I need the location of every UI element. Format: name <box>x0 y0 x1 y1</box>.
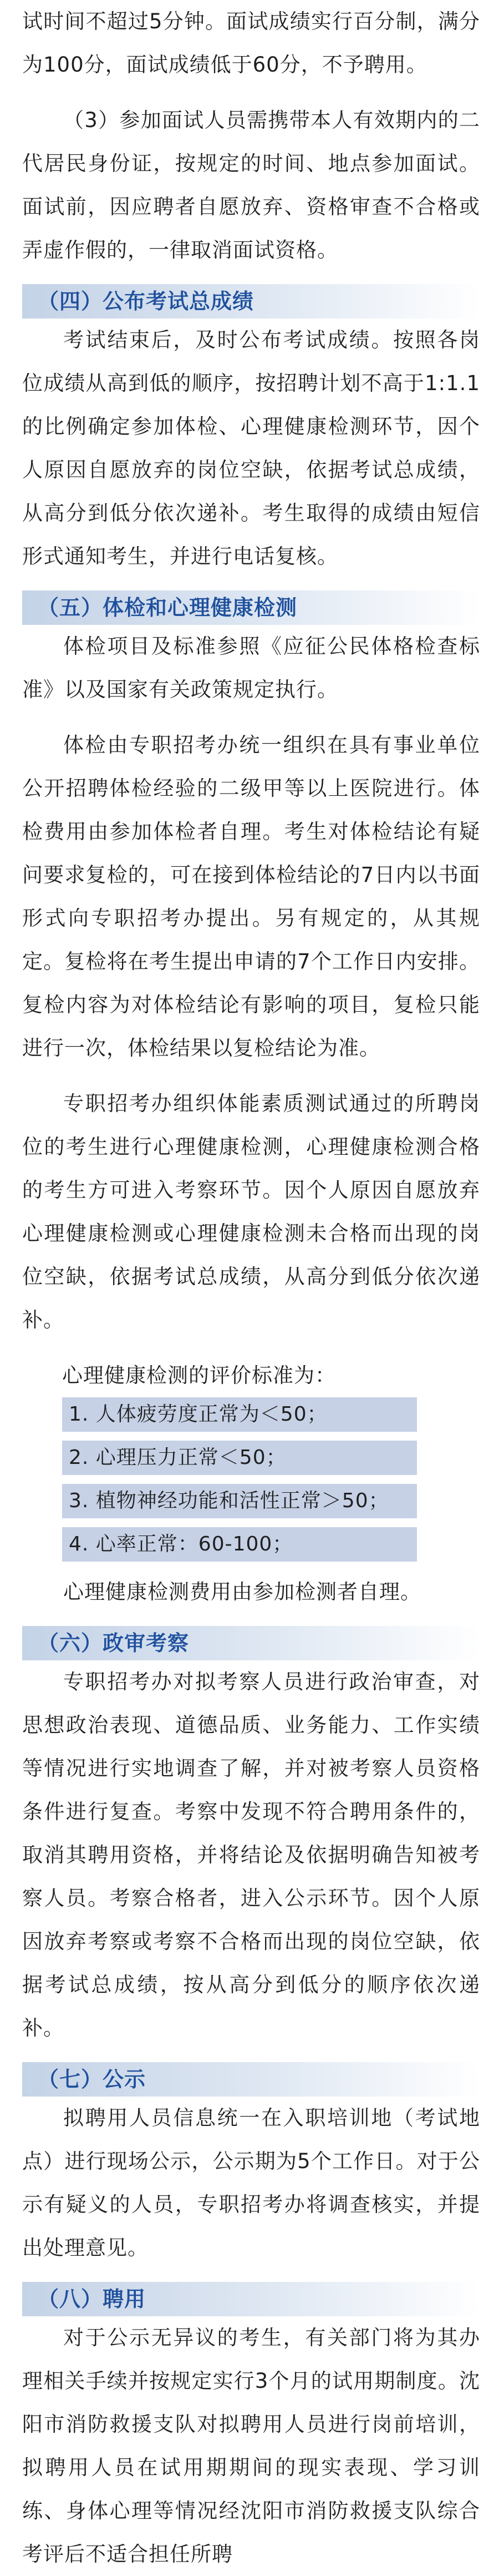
criteria-item-stress: 2. 心理压力正常＜50； <box>62 1441 417 1475</box>
paragraph-publicity: 拟聘用人员信息统一在入职培训地（考试地点）进行现场公示，公示期为5个工作日。对于公示有疑义的人员，专职招考办将调查核实，并提出处理意见。 <box>22 2106 480 2260</box>
criteria-item-row <box>22 1484 480 1527</box>
criteria-item-row <box>22 1441 480 1484</box>
criteria-item-fatigue: 1. 人体疲劳度正常为＜50； <box>62 1397 417 1432</box>
criteria-label: 心理健康检测的评价标准为： <box>62 1363 336 1387</box>
section-heading-total-scores: （四）公布考试总成绩 <box>22 284 480 319</box>
section-heading-health-check: （五）体检和心理健康检测 <box>22 590 480 625</box>
paragraph-psych-fee: 心理健康检测费用由参加检测者自理。 <box>63 1580 421 1604</box>
paragraph-employment: 对于公示无异议的考生，有关部门将为其办理相关手续并按规定实行3个月的试用期制度。沈阳市消防救援支队对拟聘用人员进行岗前培训，拟聘用人员在试用期期间的现实表现、学习训练、身体心理等情况经沈阳市消防救援支队综合考评后不适合担任所聘 <box>22 2326 480 2566</box>
spacer <box>22 2050 480 2062</box>
spacer <box>22 87 480 99</box>
spacer <box>22 711 480 724</box>
section-heading-employment: （八）聘用 <box>22 2282 480 2316</box>
section-heading-political-review: （六）政审考察 <box>22 1626 480 1660</box>
criteria-item-nerve: 3. 植物神经功能和活性正常＞50； <box>62 1484 417 1518</box>
section-heading-publicity: （七）公示 <box>22 2062 480 2097</box>
spacer <box>22 1614 480 1626</box>
paragraph-psych-test: 专职招考办组织体能素质测试通过的所聘岗位的考生进行心理健康检测，心理健康检测合格的考生方可进入考察环节。因个人原因自愿放弃心理健康检测或心理健康检测未合格而出现的岗位空缺，依据考试总成绩，从高分到低分依次递补。 <box>22 1092 480 1332</box>
criteria-item-heart-rate: 4. 心率正常：60-100； <box>62 1527 417 1562</box>
criteria-item-row <box>22 1527 480 1570</box>
paragraph-total-scores: 考试结束后，及时公布考试成绩。按照各岗位成绩从高到低的顺序，按招聘计划不高于1:1.1的比例确定参加体检、心理健康检测环节，因个人原因自愿放弃的岗位空缺，依据考试总成绩，从高分到低分依次递补。考生取得的成绩由短信形式通知考生，并进行电话复核。 <box>22 328 480 568</box>
paragraph-political-review: 专职招考办对拟考察人员进行政治审查，对思想政治表现、道德品质、业务能力、工作实绩等情况进行实地调查了解，并对被考察人员资格条件进行复查。考察中发现不符合聘用条件的，取消其聘用资格，并将结论及依据明确告知被考察人员。考察合格者，进入公示环节。因个人原因放弃考察或考察不合格而出现的岗位空缺，依据考试总成绩，按从高分到低分的顺序依次递补。 <box>22 1670 480 2040</box>
paragraph-interview-duration: 试时间不超过5分钟。面试成绩实行百分制，满分为100分，面试成绩低于60分，不予聘用。 <box>22 9 480 77</box>
criteria-item-row <box>22 1397 480 1441</box>
paragraph-interview-requirements: （3）参加面试人员需携带本人有效期内的二代居民身份证，按规定的时间、地点参加面试。面试前，因应聘者自愿放弃、资格审查不合格或弄虚作假的，一律取消面试资格。 <box>22 108 480 262</box>
paragraph-health-standard: 体检项目及标准参照《应征公民体格检查标准》以及国家有关政策规定执行。 <box>22 634 480 701</box>
paragraph-health-procedure: 体检由专职招考办统一组织在具有事业单位公开招聘体检经验的二级甲等以上医院进行。体检费用由参加体检者自理。考生对体检结论有疑问要求复检的，可在接到体检结论的7日内以书面形式向专职招考办提出。另有规定的，从其规定。复检将在考生提出申请的7个工作日内安排。复检内容为对体检结论有影响的项目，复检只能进行一次，体检结果以复检结论为准。 <box>22 733 480 1060</box>
spacer <box>22 1342 480 1354</box>
spacer <box>22 272 480 284</box>
spacer <box>22 2270 480 2282</box>
spacer <box>22 578 480 590</box>
spacer <box>22 1070 480 1082</box>
